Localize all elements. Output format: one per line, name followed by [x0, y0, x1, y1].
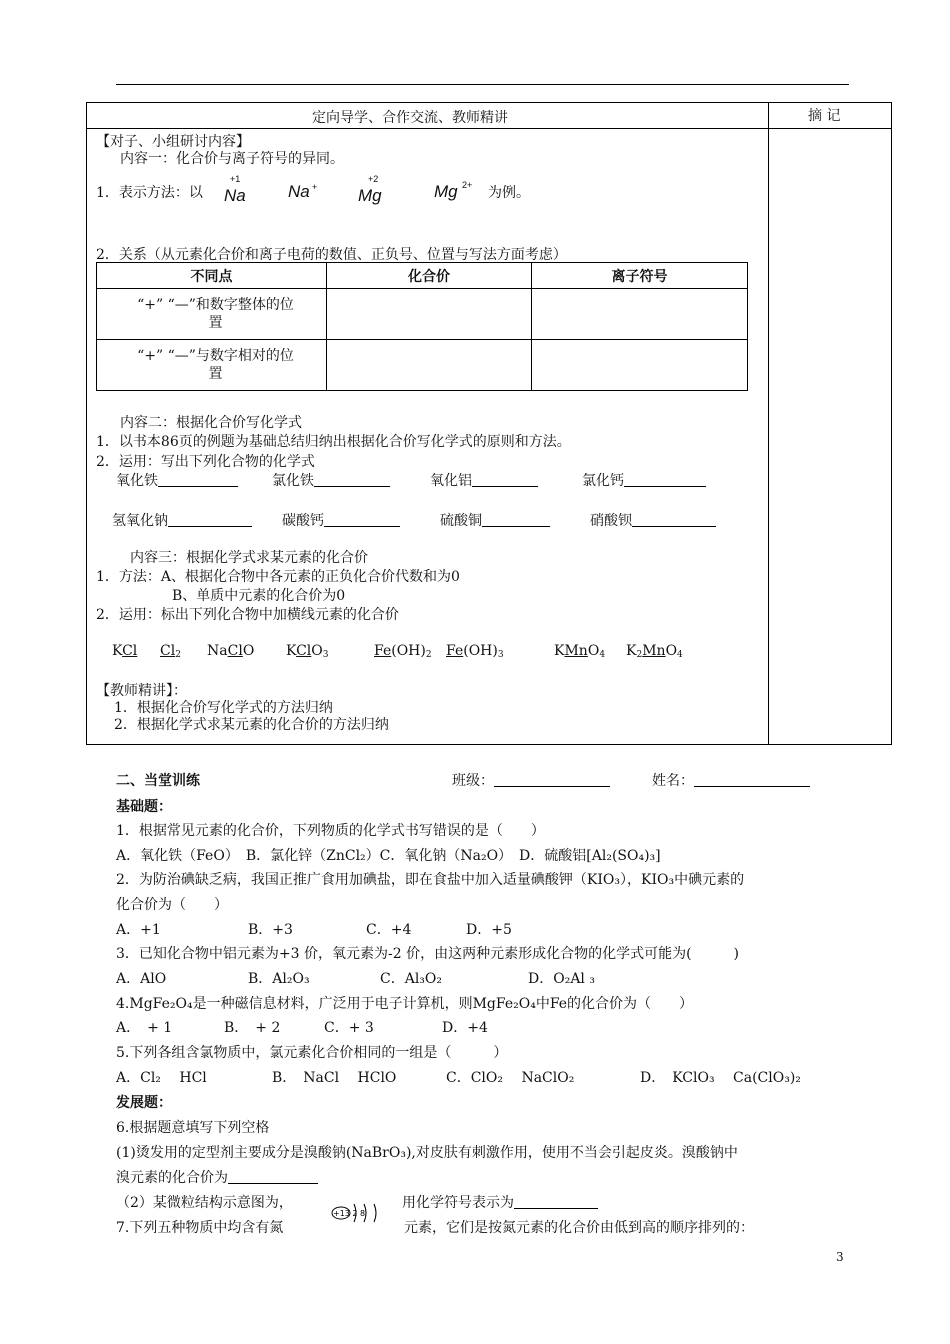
question-2-line2: 化合价为（ ） — [116, 897, 228, 913]
col-header-ion-symbol: 离子符号 — [532, 263, 748, 289]
answer-cell[interactable] — [327, 289, 532, 340]
q2-option-a: A．+1 — [116, 922, 161, 938]
question-6-1-line2: 溴元素的化合价为 — [116, 1167, 318, 1187]
compound-oxide-aluminium: 氧化铝 — [430, 470, 538, 490]
row-label: “+” “—”和数字整体的位 置 — [97, 289, 327, 340]
notes-column-divider — [768, 102, 769, 745]
answer-blank[interactable] — [514, 1195, 598, 1209]
content3-apply: 2．运用：标出下列化合物中加横线元素的化合价 — [96, 607, 399, 623]
q5-option-b: B． NaCl HClO — [272, 1070, 397, 1086]
q2-option-b: B．+3 — [248, 922, 293, 938]
formula-naclo: NaClO — [207, 643, 255, 659]
content2-item2: 2．运用：写出下列化合物的化学式 — [96, 454, 315, 470]
answer-cell[interactable] — [532, 340, 748, 391]
name-input[interactable] — [694, 773, 810, 787]
table-header-notes: 摘 记 — [808, 108, 841, 124]
content2-item1: 1．以书本86页的例题为基础总结归纳出根据化合价写化学式的原则和方法。 — [96, 434, 571, 450]
q3-option-b: B．Al₂O₃ — [248, 971, 310, 987]
col-header-difference: 不同点 — [97, 263, 327, 289]
compound-barium-nitrate: 硝酸钡 — [590, 510, 716, 530]
answer-blank[interactable] — [314, 473, 390, 487]
class-field: 班级： — [452, 770, 610, 790]
answer-blank[interactable] — [168, 513, 252, 527]
class-input[interactable] — [494, 773, 610, 787]
formula-cl2: $Cl_2$ — [160, 643, 181, 660]
symbol-na-valence: +1 Na — [224, 174, 246, 205]
question-4: 4.MgFe₂O₄是一种磁信息材料，广泛用于电子计算机，则MgFe₂O₄中Fe的化合价为（ ） — [116, 996, 694, 1012]
question-1: 1．根据常见元素的化合价，下列物质的化学式书写错误的是（ ） — [116, 823, 545, 839]
question-1-options: A．氧化铁（FeO） B．氯化锌（ZnCl₂）C．氧化钠（Na₂O） D．硫酸铝[Al₂(SO₄)₃] — [116, 848, 661, 864]
method-label: 1．表示方法：以 — [96, 185, 203, 201]
answer-blank[interactable] — [158, 473, 238, 487]
teacher-point1: 1．根据化合价写化学式的方法归纳 — [114, 700, 333, 716]
advanced-heading: 发展题： — [116, 1095, 172, 1111]
symbol-na-ion: Na + — [288, 182, 318, 201]
symbol-mg-ion: Mg 2+ — [434, 180, 473, 201]
teacher-heading: 【教师精讲】： — [96, 683, 187, 699]
answer-blank[interactable] — [228, 1170, 318, 1184]
answer-blank[interactable] — [482, 513, 550, 527]
q3-option-a: A．AlO — [116, 971, 167, 987]
q5-option-a: A．Cl₂ HCl — [116, 1070, 207, 1086]
col-header-valence: 化合价 — [327, 263, 532, 289]
question-3: 3．已知化合物中铝元素为+3 价，氧元素为-2 价，由这两种元素形成化合物的化学式可能为( ) — [116, 946, 740, 962]
formula-fe-oh-2: $Fe(OH)_2$ — [374, 643, 432, 660]
formula-kcl: KCl — [112, 643, 138, 659]
q4-option-c: C．+ 3 — [324, 1020, 374, 1036]
formula-fe-oh-3: $Fe(OH)_3$ — [446, 643, 504, 660]
table-header-divider — [86, 128, 892, 129]
question-5: 5.下列各组含氯物质中，氯元素化合价相同的一组是（ ） — [116, 1045, 508, 1061]
content1-title: 内容一：化合价与离子符号的异同。 — [120, 151, 344, 167]
part2-title: 二、当堂训练 — [116, 773, 200, 789]
teacher-point2: 2．根据化学式求某元素的化合价的方法归纳 — [114, 717, 389, 733]
table-row — [97, 340, 748, 391]
page-number: 3 — [836, 1250, 844, 1264]
q4-option-b: B． + 2 — [224, 1020, 281, 1036]
content3-method-b: B、单质中元素的化合价为0 — [172, 588, 346, 604]
question-2-line1: 2．为防治碘缺乏病，我国正推广食用加碘盐，即在食盐中加入适量碘酸钾（KIO₃），KIO₃中碘元素的 — [116, 872, 745, 888]
compound-calcium-carbonate: 碳酸钙 — [282, 510, 400, 530]
compound-oxide-iron: 氧化铁 — [116, 470, 238, 490]
header-rule — [116, 84, 849, 85]
formula-kclo3: KClO$_3$ — [286, 643, 329, 660]
q4-option-d: D．+4 — [442, 1020, 488, 1036]
q5-option-c: C．ClO₂ NaClO₂ — [446, 1070, 575, 1086]
answer-cell[interactable] — [327, 340, 532, 391]
atom-structure-diagram — [330, 1200, 388, 1226]
question-6-2-part2: 用化学符号表示为 — [402, 1192, 598, 1212]
method-suffix: 为例。 — [488, 185, 530, 201]
basic-heading: 基础题： — [116, 799, 172, 815]
content2-title: 内容二：根据化合价写化学式 — [120, 415, 302, 431]
question-6: 6.根据题意填写下列空格 — [116, 1120, 270, 1136]
question-7-part1: 7.下列五种物质中均含有氮 — [116, 1220, 284, 1236]
formula-k2mno4: $K_2MnO_4$ — [626, 643, 683, 660]
compound-chloride-iron: 氯化铁 — [272, 470, 390, 490]
answer-blank[interactable] — [324, 513, 400, 527]
name-field: 姓名： — [652, 770, 810, 790]
formula-kmno4: KMnO$_4$ — [554, 643, 606, 660]
content3-method-a: 1．方法：A、根据化合物中各元素的正负化合价代数和为0 — [96, 569, 460, 585]
comparison-table — [96, 262, 748, 391]
compound-sodium-hydroxide: 氢氧化钠 — [112, 510, 252, 530]
answer-blank[interactable] — [472, 473, 538, 487]
question-7-part2: 元素，它们是按氮元素的化合价由低到高的顺序排列的： — [404, 1220, 754, 1236]
answer-cell[interactable] — [532, 289, 748, 340]
answer-blank[interactable] — [632, 513, 716, 527]
table-header-main: 定向导学、合作交流、教师精讲 — [312, 110, 508, 126]
relation-instruction: 2．关系（从元素化合价和离子电荷的数值、正负号、位置与写法方面考虑） — [96, 247, 567, 263]
q4-option-a: A． + 1 — [116, 1020, 173, 1036]
q3-option-d: D．O₂Al ₃ — [528, 971, 595, 987]
table-row — [97, 289, 748, 340]
content3-title: 内容三：根据化学式求某元素的化合价 — [130, 550, 368, 566]
atom-label: +13 2 8 — [333, 1209, 366, 1218]
row-label: “+” “—”与数字相对的位 置 — [97, 340, 327, 391]
compound-chloride-calcium: 氯化钙 — [582, 470, 706, 490]
q5-option-d: D． KClO₃ Ca(ClO₃)₂ — [640, 1070, 801, 1086]
section-heading: 【对子、小组研讨内容】 — [96, 134, 250, 150]
q2-option-d: D．+5 — [466, 922, 512, 938]
symbol-mg-valence: +2 Mg — [358, 174, 382, 205]
q2-option-c: C．+4 — [366, 922, 412, 938]
question-6-1-line1: (1)烫发用的定型剂主要成分是溴酸钠(NaBrO₃),对皮肤有刺激作用，使用不当会引起皮炎。溴酸钠中 — [116, 1145, 738, 1161]
q3-option-c: C．Al₃O₂ — [380, 971, 443, 987]
compound-copper-sulfate: 硫酸铜 — [440, 510, 550, 530]
question-6-2-part1: （2）某微粒结构示意图为， — [116, 1195, 293, 1211]
answer-blank[interactable] — [624, 473, 706, 487]
